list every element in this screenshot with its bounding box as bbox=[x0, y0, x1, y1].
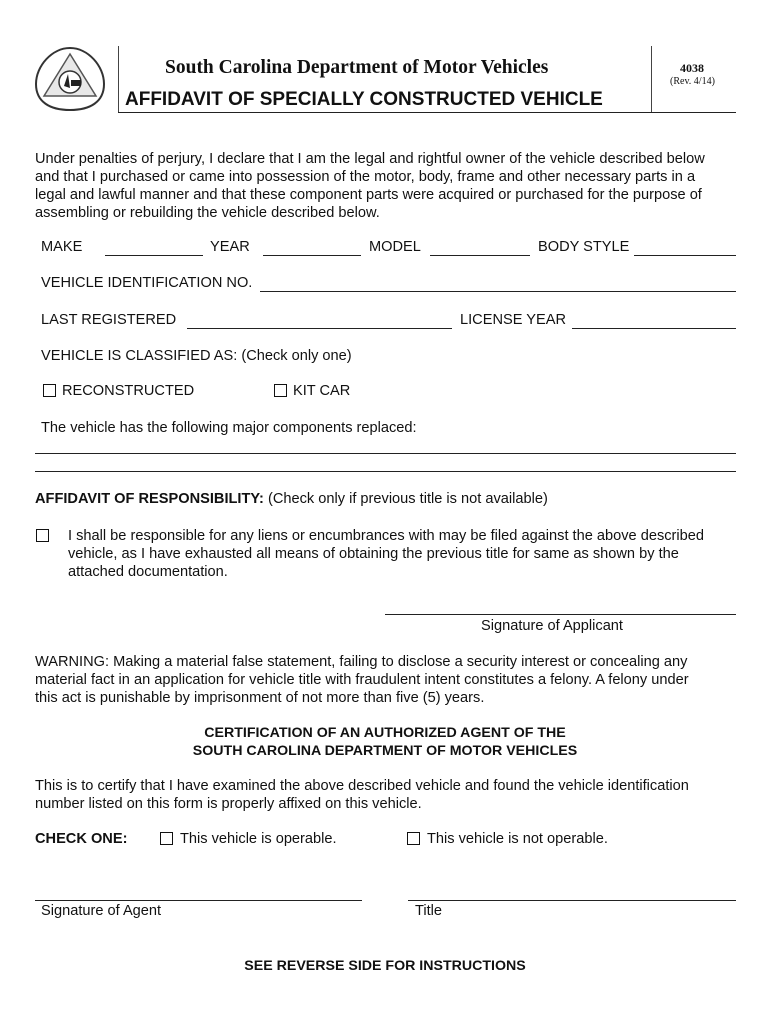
header-divider-right bbox=[651, 46, 652, 112]
affidavit-line-2: vehicle, as I have exhausted all means of obtaining the previous title for same as shown by the bbox=[68, 546, 679, 562]
license-year-label: LICENSE YEAR bbox=[460, 312, 566, 328]
warning-line-1: WARNING: Making a material false statement, failing to disclose a security interest or concealing any bbox=[35, 654, 688, 670]
certification-line-2: number listed on this form is properly affixed on this vehicle. bbox=[35, 796, 422, 812]
scdmv-logo bbox=[30, 44, 110, 114]
agent-signature-label: Signature of Agent bbox=[41, 903, 162, 919]
vin-field[interactable] bbox=[260, 291, 736, 292]
affidavit-heading: AFFIDAVIT OF RESPONSIBILITY: bbox=[35, 491, 264, 507]
reconstructed-checkbox[interactable] bbox=[43, 384, 56, 397]
not-operable-label: This vehicle is not operable. bbox=[427, 831, 608, 847]
warning-line-2: material fact in an application for vehicle title with fraudulent intent constitutes a felony. A felony under bbox=[35, 672, 689, 688]
intro-line-4: assembling or rebuilding the vehicle described below. bbox=[35, 205, 380, 221]
kit-car-label: KIT CAR bbox=[293, 383, 351, 399]
header-divider-left bbox=[118, 46, 119, 112]
check-one-label: CHECK ONE: bbox=[35, 831, 128, 847]
intro-line-3: legal and lawful manner and that these component parts were acquired or purchased for the purpose of bbox=[35, 187, 702, 203]
operable-checkbox[interactable] bbox=[160, 832, 173, 845]
certification-heading-2: SOUTH CAROLINA DEPARTMENT OF MOTOR VEHICLES bbox=[192, 743, 578, 759]
model-field[interactable] bbox=[430, 255, 530, 256]
license-year-field[interactable] bbox=[572, 328, 736, 329]
body-style-field[interactable] bbox=[634, 255, 736, 256]
last-registered-label: LAST REGISTERED bbox=[41, 312, 177, 328]
components-field-2[interactable] bbox=[35, 471, 736, 472]
make-field[interactable] bbox=[105, 255, 203, 256]
affidavit-line-3: attached documentation. bbox=[68, 564, 228, 580]
model-label: MODEL bbox=[369, 239, 421, 255]
affidavit-heading-note: (Check only if previous title is not available) bbox=[267, 491, 548, 507]
certification-line-1: This is to certify that I have examined the above described vehicle and found the vehicle identification bbox=[35, 778, 689, 794]
intro-line-2: and that I purchased or came into possession of the motor, body, frame and other necessary parts in a bbox=[35, 169, 696, 185]
affidavit-line-1: I shall be responsible for any liens or encumbrances with may be filed against the above described bbox=[68, 528, 704, 544]
agent-title-field[interactable] bbox=[408, 900, 736, 901]
header-rule bbox=[118, 112, 736, 113]
warning-line-3: this act is punishable by imprisonment of not more than five (5) years. bbox=[35, 690, 485, 706]
agent-title-label: Title bbox=[415, 903, 443, 919]
applicant-signature-field[interactable] bbox=[385, 614, 736, 615]
affidavit-heading-row bbox=[35, 490, 548, 508]
form-title: AFFIDAVIT OF SPECIALLY CONSTRUCTED VEHICLE bbox=[125, 89, 603, 110]
components-label: The vehicle has the following major components replaced: bbox=[41, 420, 417, 436]
classification-label: VEHICLE IS CLASSIFIED AS: (Check only one) bbox=[41, 348, 352, 364]
year-label: YEAR bbox=[210, 239, 250, 255]
operable-label: This vehicle is operable. bbox=[180, 831, 337, 847]
components-field-1[interactable] bbox=[35, 453, 736, 454]
reconstructed-label: RECONSTRUCTED bbox=[62, 383, 195, 399]
not-operable-checkbox[interactable] bbox=[407, 832, 420, 845]
form-revision: (Rev. 4/14) bbox=[670, 76, 715, 87]
form-number: 4038 bbox=[680, 61, 704, 75]
make-label: MAKE bbox=[41, 239, 83, 255]
last-registered-field[interactable] bbox=[187, 328, 452, 329]
year-field[interactable] bbox=[263, 255, 361, 256]
affidavit-checkbox[interactable] bbox=[36, 529, 49, 542]
certification-heading-1: CERTIFICATION OF AN AUTHORIZED AGENT OF THE bbox=[204, 725, 566, 741]
kit-car-checkbox[interactable] bbox=[274, 384, 287, 397]
dept-name: South Carolina Department of Motor Vehicles bbox=[165, 57, 549, 78]
reverse-side-instructions: SEE REVERSE SIDE FOR INSTRUCTIONS bbox=[244, 958, 526, 974]
agent-signature-field[interactable] bbox=[35, 900, 362, 901]
body-style-label: BODY STYLE bbox=[538, 239, 630, 255]
vin-label: VEHICLE IDENTIFICATION NO. bbox=[41, 275, 253, 291]
intro-line-1: Under penalties of perjury, I declare that I am the legal and rightful owner of the vehicle described below bbox=[35, 151, 705, 167]
applicant-signature-label: Signature of Applicant bbox=[481, 618, 623, 634]
